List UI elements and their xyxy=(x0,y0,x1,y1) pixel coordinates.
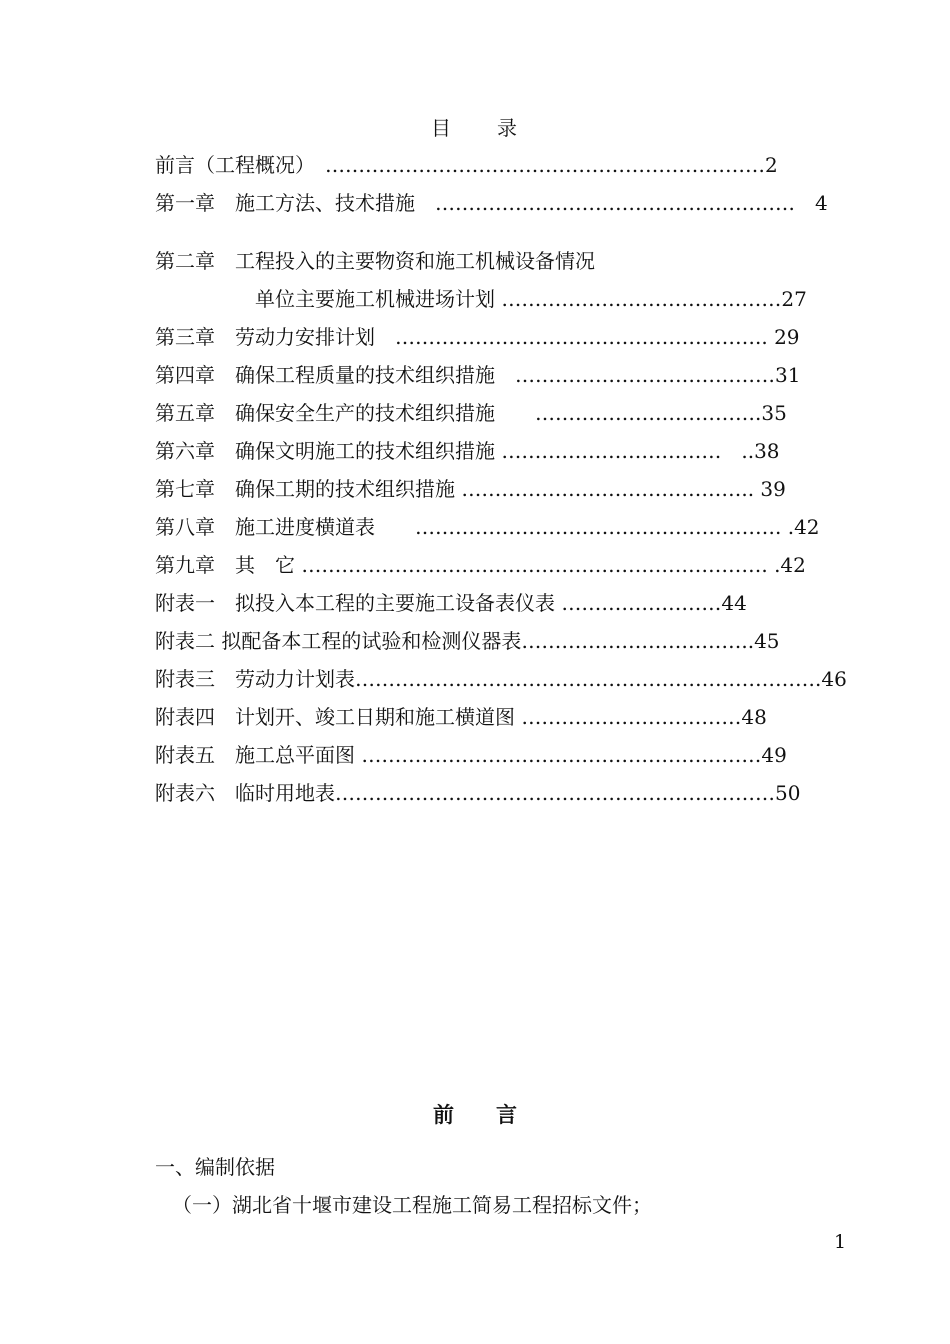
preface-title: 前 言 xyxy=(433,1102,517,1127)
toc-entry[interactable]: 前言（工程概况） …………………………………………………………2 xyxy=(155,153,778,177)
toc-entry[interactable]: 单位主要施工机械进场计划 ……………………………………27 xyxy=(155,287,807,311)
toc-entry[interactable]: 第七章 确保工期的技术组织措施 …………………………………….. 39 xyxy=(155,477,786,501)
toc-entry[interactable]: 附表五 施工总平面图 ……………………………………………………49 xyxy=(155,743,787,767)
paragraph-item: （一）湖北省十堰市建设工程施工简易工程招标文件； xyxy=(172,1193,652,1217)
toc-entry[interactable]: 附表六 临时用地表…………………………………………………………50 xyxy=(155,781,801,805)
toc-entry[interactable]: 附表四 计划开、竣工日期和施工横道图 ……………………………48 xyxy=(155,705,767,729)
page-number: 1 xyxy=(834,1231,847,1253)
toc-entry[interactable]: 第二章 工程投入的主要物资和施工机械设备情况 xyxy=(155,249,595,273)
toc-entry[interactable]: 第五章 确保安全生产的技术组织措施 …………………………….35 xyxy=(155,401,787,425)
toc-entry[interactable]: 第三章 劳动力安排计划 ……………………………………………….. 29 xyxy=(155,325,800,349)
toc-entry[interactable]: 附表一 拟投入本工程的主要施工设备表仪表 ……………………44 xyxy=(155,591,747,615)
toc-entry[interactable]: 附表二 拟配备本工程的试验和检测仪器表……………………………..45 xyxy=(155,629,780,653)
toc-entry[interactable]: 第八章 施工进度横道表 ………………………………………………. .42 xyxy=(155,515,820,539)
toc-entry[interactable]: 第四章 确保工程质量的技术组织措施 …………………………………31 xyxy=(155,363,801,387)
toc-entry[interactable]: 第一章 施工方法、技术措施 ……………………………………………… 4 xyxy=(155,191,828,215)
toc-entry[interactable]: 第六章 确保文明施工的技术组织措施 …………………………… ..38 xyxy=(155,439,780,463)
section-heading: 一、编制依据 xyxy=(155,1155,275,1179)
toc-title: 目 录 xyxy=(431,116,519,140)
toc-entry[interactable]: 第九章 其 它 ……………………………………………………………. .42 xyxy=(155,553,806,577)
toc-entry[interactable]: 附表三 劳动力计划表…………………………………………………………….46 xyxy=(155,667,847,691)
